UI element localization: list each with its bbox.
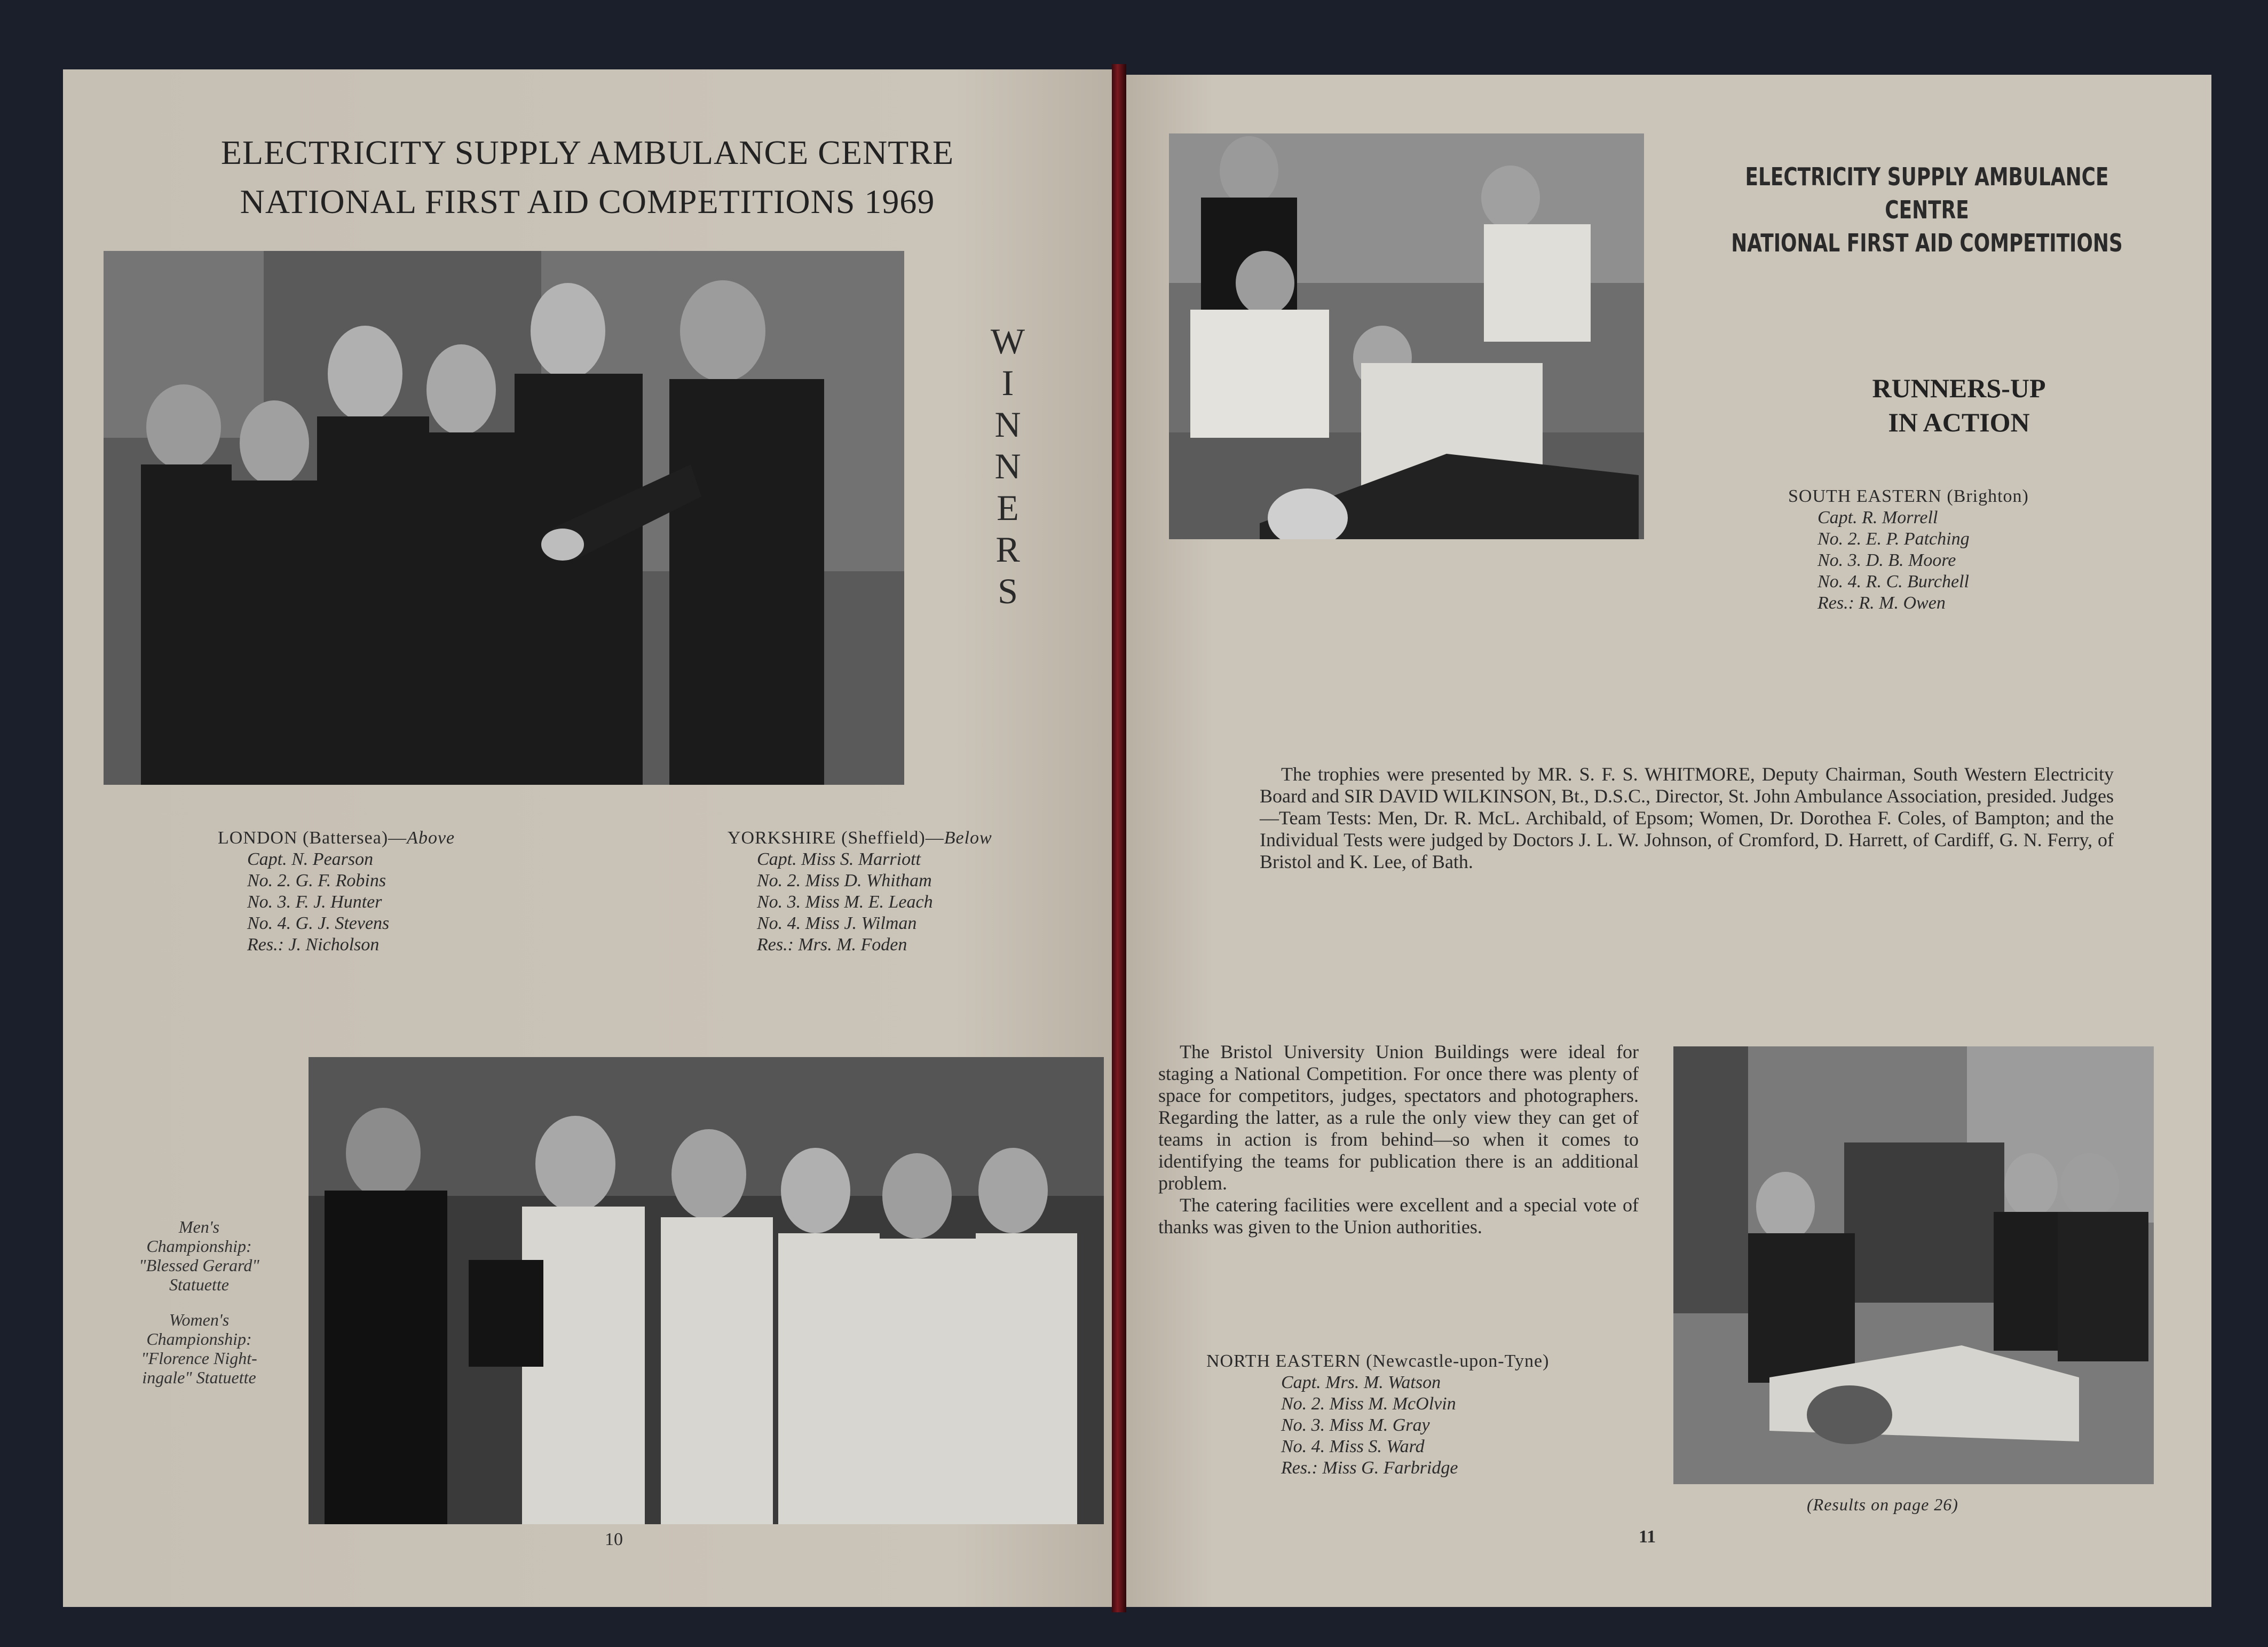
title-line-2: NATIONAL FIRST AID COMPETITIONS bbox=[1731, 228, 2123, 257]
london-heading: LONDON (Battersea)—Above bbox=[218, 828, 455, 848]
team-member: Capt. R. Morrell bbox=[1817, 508, 1938, 527]
team-member: No. 2. G. F. Robins bbox=[247, 871, 386, 891]
winners-letter: N bbox=[994, 404, 1021, 445]
london-team-block bbox=[218, 828, 591, 956]
yorkshire-heading: YORKSHIRE (Sheffield)—Below bbox=[728, 828, 992, 848]
north-eastern-action-photo bbox=[1673, 1046, 2154, 1484]
team-member: Res.: Miss G. Farbridge bbox=[1281, 1458, 1458, 1478]
team-member: No. 4. Miss J. Wilman bbox=[757, 913, 917, 933]
results-note: (Results on page 26) bbox=[1807, 1495, 1958, 1514]
page-number-left: 10 bbox=[605, 1530, 623, 1549]
winners-letter: S bbox=[998, 571, 1018, 611]
team-member: Res.: J. Nicholson bbox=[247, 935, 380, 955]
page-number-right: 11 bbox=[1639, 1527, 1656, 1547]
left-page bbox=[63, 69, 1112, 1607]
winners-women-photo bbox=[309, 1057, 1104, 1524]
team-member: Res.: Mrs. M. Foden bbox=[757, 935, 907, 955]
team-member: No. 4. R. C. Burchell bbox=[1817, 572, 1969, 592]
team-member: No. 4. G. J. Stevens bbox=[247, 913, 390, 933]
team-member: No. 3. D. B. Moore bbox=[1817, 550, 1956, 570]
winners-letter: R bbox=[995, 529, 1020, 570]
catering-paragraph: The catering facilities were excellent and a special vote of thanks was given to the Union authorities. bbox=[1158, 1194, 1639, 1238]
winners-letter: W bbox=[990, 321, 1025, 361]
runners-up-action-photo bbox=[1169, 133, 1644, 539]
team-member: Capt. Mrs. M. Watson bbox=[1281, 1373, 1441, 1392]
trophies-paragraph: The trophies were presented by MR. S. F. S. WHITMORE, Deputy Chairman, South Western Electricity Board and SIR DAVID WILKINSON, Bt., D.S.C., Director, St. John Ambulance Association, presided. Judges—Team Tests: Men, Dr. R. McL. Archibald, of Epsom; Women, Dr. Dorothea F. Coles, of Bampton; and the Individual Tests were judged by Doctors J. L. W. Johnson, of Cromford, D. Harrett, of Cardiff, G. N. Ferry, of Bristol and K. Lee, of Bath. bbox=[1260, 763, 2114, 872]
bristol-paragraph: The Bristol University Union Buildings were ideal for staging a National Competition. For once there was plenty of space for competitors, judges, spectators and photographers. Regarding the latter, as a rule the only view they can get of teams in action is from behind—so when it comes to identifying the teams for publication there is an additional problem. bbox=[1158, 1041, 1639, 1194]
left-page-title bbox=[63, 128, 1112, 226]
south-eastern-heading: SOUTH EASTERN (Brighton) bbox=[1788, 486, 2029, 506]
north-eastern-heading: NORTH EASTERN (Newcastle-upon-Tyne) bbox=[1206, 1351, 1550, 1371]
team-member: Capt. N. Pearson bbox=[247, 849, 374, 869]
right-page bbox=[1126, 75, 2211, 1607]
right-page-title bbox=[1719, 160, 2135, 259]
team-member: No. 3. Miss M. Gray bbox=[1281, 1415, 1430, 1435]
team-member: Capt. Miss S. Marriott bbox=[757, 849, 921, 869]
team-member: No. 2. Miss D. Whitham bbox=[757, 871, 932, 891]
team-member: Res.: R. M. Owen bbox=[1817, 593, 1946, 613]
runners-up-heading: RUNNERS-UP IN ACTION bbox=[1872, 373, 2046, 437]
trophy-caption: Men's Championship: "Blessed Gerard" Statuette Women's Championship: "Florence Night- ingale" Statuette bbox=[139, 1217, 259, 1387]
title-line-2: NATIONAL FIRST AID COMPETITIONS 1969 bbox=[240, 183, 935, 220]
winners-men-photo bbox=[104, 251, 904, 785]
north-eastern-team-block bbox=[1206, 1351, 1644, 1479]
winners-vertical-text bbox=[976, 320, 1040, 612]
winners-letter: N bbox=[994, 446, 1021, 486]
book-spine bbox=[1112, 64, 1126, 1612]
winners-letter: I bbox=[1001, 363, 1014, 403]
title-line-1: ELECTRICITY SUPPLY AMBULANCE CENTRE bbox=[1745, 162, 2109, 224]
title-line-1: ELECTRICITY SUPPLY AMBULANCE CENTRE bbox=[220, 133, 954, 171]
team-member: No. 2. Miss M. McOlvin bbox=[1281, 1394, 1456, 1414]
yorkshire-team-block bbox=[728, 828, 1101, 956]
south-eastern-team-block bbox=[1788, 486, 2162, 614]
winners-letter: E bbox=[997, 487, 1019, 528]
team-member: No. 3. F. J. Hunter bbox=[247, 892, 382, 912]
team-member: No. 2. E. P. Patching bbox=[1817, 529, 1970, 549]
bristol-text bbox=[1158, 1041, 1639, 1238]
team-member: No. 4. Miss S. Ward bbox=[1281, 1437, 1425, 1456]
team-member: No. 3. Miss M. E. Leach bbox=[757, 892, 933, 912]
